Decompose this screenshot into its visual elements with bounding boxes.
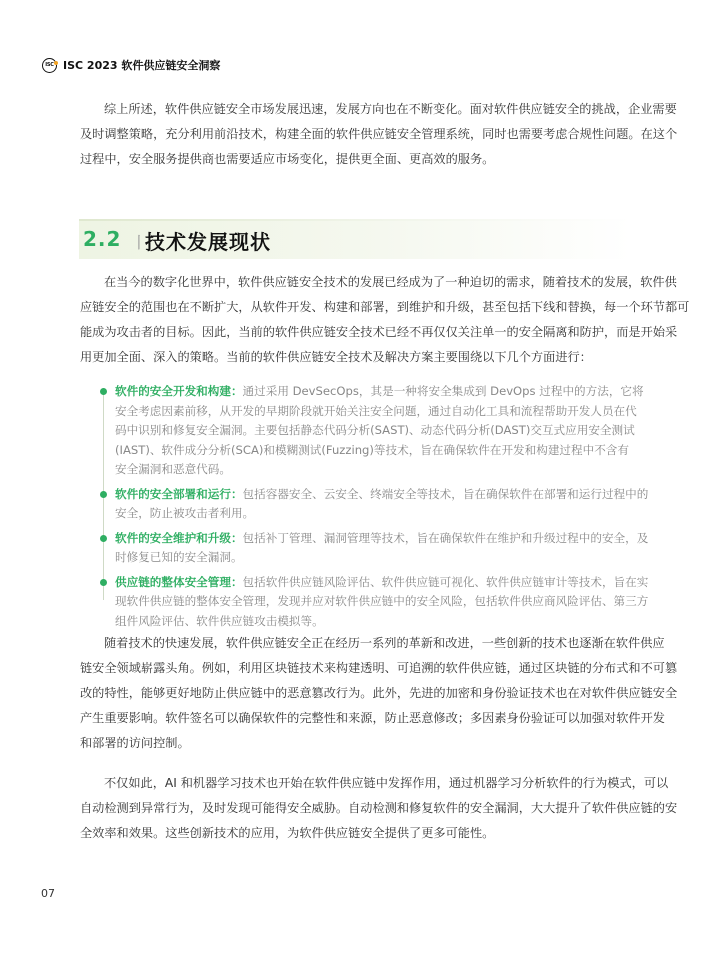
bullet-item [103,485,649,524]
bullet-item [103,382,643,480]
paragraph-line: 产生重要影响。软件签名可以确保软件的完整性和来源，防止恶意修改；多因素身份验证可以加强对软件开发 [80,711,665,725]
bullet-text: 包括容器安全、云安全、终端安全等技术，旨在确保软件在部署和运行过程中的 [242,486,649,501]
isc-logo [42,58,57,73]
bullet-dot-icon [100,579,107,586]
bullet-dot-icon [100,388,107,395]
paragraph-line: 自动检测到异常行为，及时发现可能得安全威胁。自动检测和修复软件的安全漏洞，大大提升了软件供应链的安 [80,801,678,815]
bullet-term: 软件的安全部署和运行： [115,486,243,501]
bullet-list [103,382,649,631]
paragraph-2 [80,631,678,756]
header-title: ISC 2023 软件供应链安全洞察 [63,59,221,72]
section-number: 2.2 [83,227,122,251]
logo-text: ISC [45,62,54,68]
intro-line: 及时调整策略，充分利用前沿技术，构建全面的软件供应链安全管理系统，同时也需要考虑合规性问题。在这个 [80,127,678,141]
paragraph-1 [80,270,690,370]
intro-paragraph [80,97,678,172]
paragraph-line: 能成为攻击者的目标。因此，当前的软件供应链安全技术已经不再仅仅关注单一的安全隔离和防护，而是开始采 [80,325,678,339]
paragraph-line: 和部署的访问控制。 [80,736,190,750]
bullet-text: 通过采用 DevSecOps，其是一种将安全集成到 DevOps 过程中的方法，它将 [242,384,644,398]
paragraph-line: 随着技术的快速发展，软件供应链安全正在经历一系列的革新和改进，一些创新的技术也逐渐在软件供应 [104,636,665,650]
logo-dot [54,61,58,65]
bullet-text: 现软件供应链的整体安全管理，发现并应对软件供应链中的安全风险，包括软件供应商风险评估、第三方 [115,594,649,608]
paragraph-line: 不仅如此，AI 和机器学习技术也开始在软件供应链中发挥作用，通过机器学习分析软件的行为模式，可以 [104,776,669,790]
paragraph-3 [80,771,678,846]
intro-line: 综上所述，软件供应链安全市场发展迅速，发展方向也在不断变化。面对软件供应链安全的挑战，企业需要 [104,102,677,116]
running-header [42,56,220,74]
bullet-term: 软件的安全开发和构建： [115,384,243,398]
bullet-text: 包括软件供应链风险评估、软件供应链可视化、软件供应链审计等技术，旨在实 [242,574,649,589]
bullet-term: 供应链的整体安全管理： [115,574,243,589]
page-number: 07 [41,887,55,900]
section-heading-rule [79,219,631,221]
paragraph-line: 链安全领域崭露头角。例如，利用区块链技术来构建透明、可追溯的软件供应链，通过区块链的分布式和不可篡 [80,661,678,675]
bullet-term: 软件的安全维护和升级： [115,530,243,545]
section-separator: 丨 [131,233,148,252]
bullet-dot-icon [100,491,107,498]
bullet-text: 时修复已知的安全漏洞。 [115,550,243,564]
paragraph-line: 在当今的数字化世界中，软件供应链安全技术的发展已经成为了一种迫切的需求，随着技术的发展，软件供 [104,275,677,289]
bullet-text: 安全考虑因素前移，从开发的早期阶段就开始关注安全问题，通过自动化工具和流程帮助开发人员在代 [115,403,637,418]
paragraph-line: 用更加全面、深入的策略。当前的软件供应链安全技术及解决方案主要围绕以下几个方面进行： [80,350,592,364]
bullet-item [103,529,649,568]
bullet-text: 安全漏洞和恶意代码。 [115,462,231,476]
bullet-text: 包括补丁管理、漏洞管理等技术，旨在确保软件在维护和升级过程中的安全，及 [242,530,649,545]
bullet-text: 安全，防止被攻击者利用。 [115,506,255,520]
bullet-text: 码中识别和修复安全漏洞。主要包括静态代码分析(SAST)、动态代码分析(DAST)交互式应用安全测试 [115,423,635,437]
paragraph-line: 全效率和效果。这些创新技术的应用，为软件供应链安全提供了更多可能性。 [80,826,495,840]
bullet-text: (IAST)、软件成分分析(SCA)和模糊测试(Fuzzing)等技术，旨在确保软件在开发和构建过程中不含有 [115,442,629,457]
section-title: 技术发展现状 [145,230,271,254]
bullet-dot-icon [100,535,107,542]
bullet-item [103,573,649,632]
paragraph-line: 应链安全的范围也在不断扩大，从软件开发、构建和部署，到维护和升级，甚至包括下线和替换，每一个环节都可 [80,300,690,314]
intro-line: 过程中，安全服务提供商也需要适应市场变化，提供更全面、更高效的服务。 [80,152,495,166]
section-heading [79,219,631,259]
paragraph-line: 改的特性，能够更好地防止供应链中的恶意篡改行为。此外，先进的加密和身份验证技术也在对软件供应链安全 [80,686,678,700]
bullet-text: 组件风险评估、软件供应链攻击模拟等。 [115,613,324,628]
